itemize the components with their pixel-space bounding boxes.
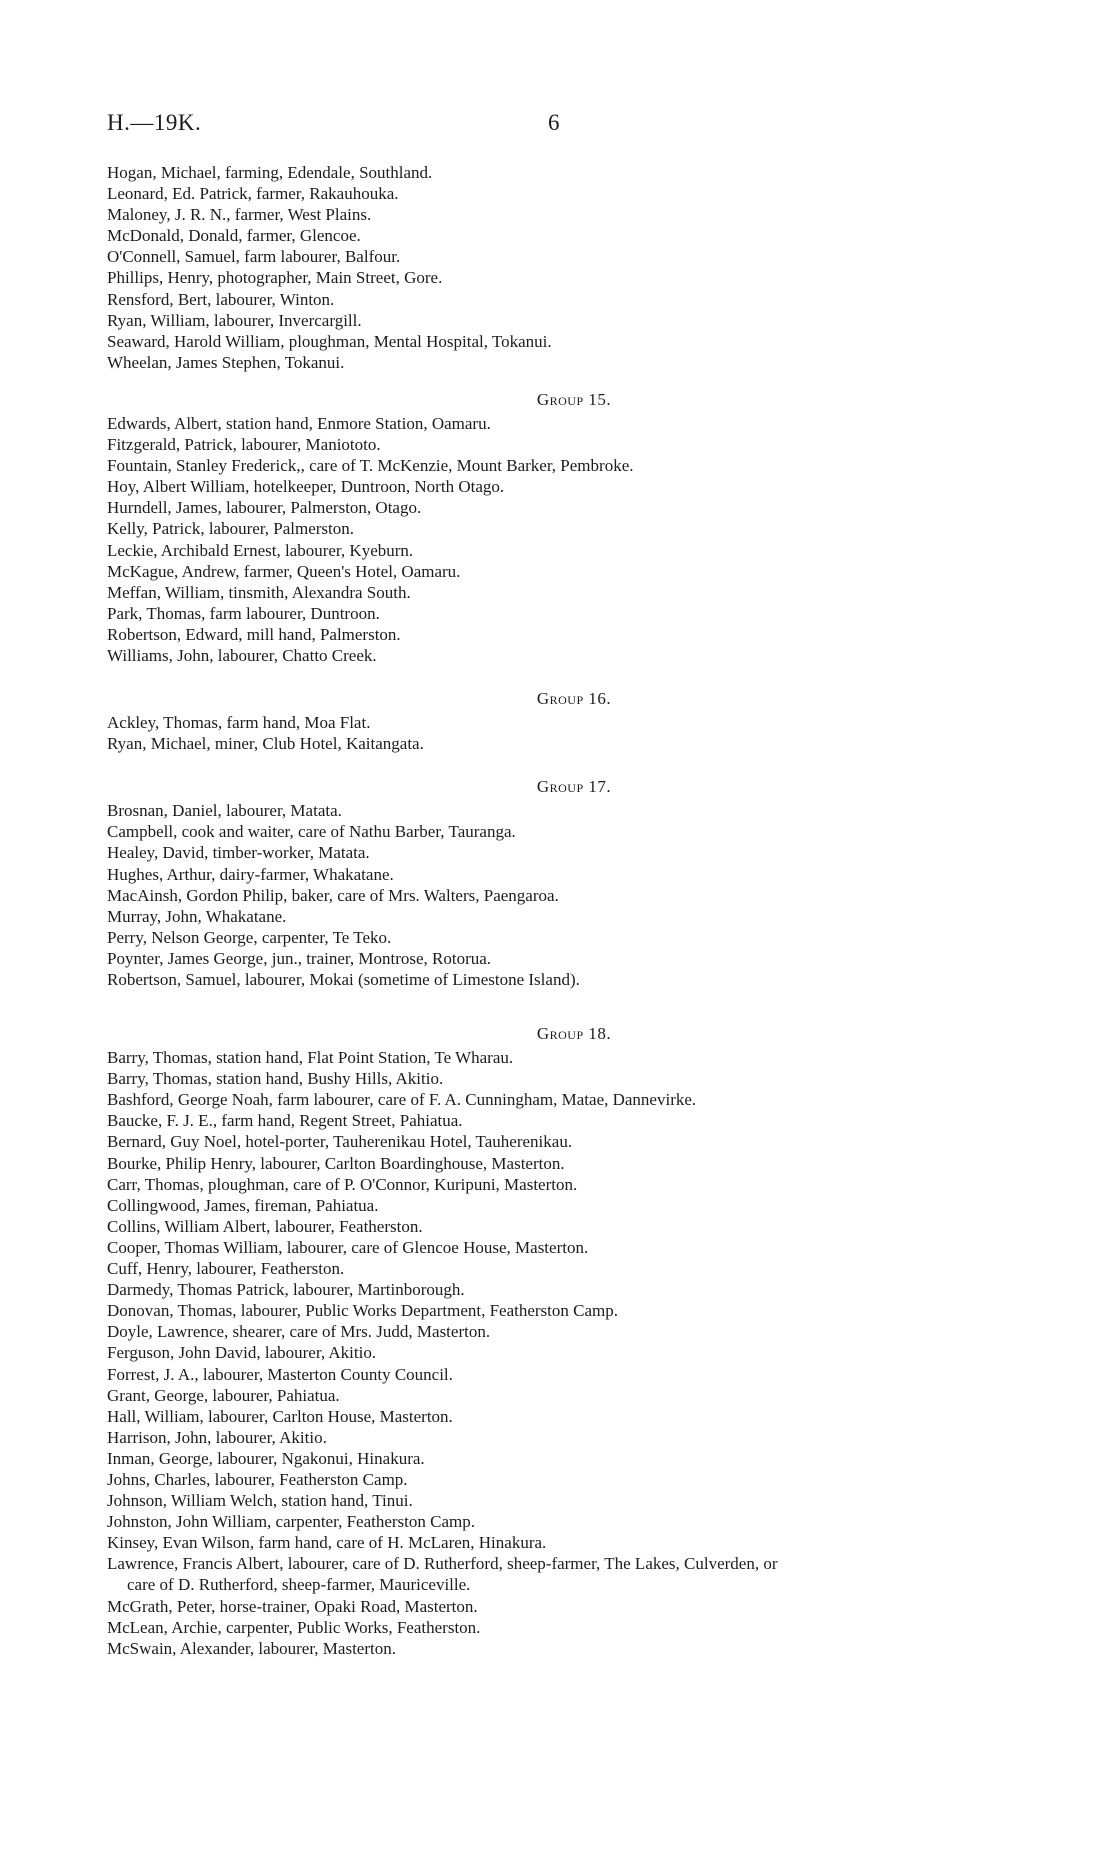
- entry-line: Phillips, Henry, photographer, Main Street, Gore.: [107, 268, 443, 288]
- intro-entry-list: [107, 162, 1007, 373]
- entry-line: Brosnan, Daniel, labourer, Matata.: [107, 801, 342, 821]
- entry-line: McLean, Archie, carpenter, Public Works, Featherston.: [107, 1617, 481, 1637]
- entry-line: Cuff, Henry, labourer, Featherston.: [107, 1259, 345, 1279]
- entry-line: O'Connell, Samuel, farm labourer, Balfour.: [107, 247, 401, 267]
- entry-line: Forrest, J. A., labourer, Masterton County Council.: [107, 1364, 453, 1384]
- entry-line: Seaward, Harold William, ploughman, Mental Hospital, Tokanui.: [107, 331, 552, 351]
- entry-line: Johnston, John William, carpenter, Featherston Camp.: [107, 1512, 476, 1532]
- entry-line: Bashford, George Noah, farm labourer, care of F. A. Cunningham, Matae, Dannevirke.: [107, 1090, 697, 1110]
- entry-line: Inman, George, labourer, Ngakonui, Hinakura.: [107, 1448, 425, 1468]
- entry-line: McDonald, Donald, farmer, Glencoe.: [107, 226, 361, 246]
- entry-line: Barry, Thomas, station hand, Flat Point Station, Te Wharau.: [107, 1048, 514, 1068]
- entry-line: Perry, Nelson George, carpenter, Te Teko.: [107, 927, 392, 947]
- entry-line: Poynter, James George, jun., trainer, Montrose, Rotorua.: [107, 948, 492, 968]
- entry-line: McKague, Andrew, farmer, Queen's Hotel, Oamaru.: [107, 561, 461, 581]
- group-17-entry-list: [107, 800, 1007, 990]
- entry-line: McSwain, Alexander, labourer, Masterton.: [107, 1638, 396, 1658]
- entry-line: Barry, Thomas, station hand, Bushy Hills, Akitio.: [107, 1069, 444, 1089]
- entry-line: Doyle, Lawrence, shearer, care of Mrs. Judd, Masterton.: [107, 1322, 491, 1342]
- entry-line: Leonard, Ed. Patrick, farmer, Rakauhouka.: [107, 184, 399, 204]
- entry-continuation-line: care of D. Rutherford, sheep-farmer, Mauriceville.: [127, 1575, 471, 1595]
- entry-line: Hoy, Albert William, hotelkeeper, Duntroon, North Otago.: [107, 477, 505, 497]
- entry-line: Edwards, Albert, station hand, Enmore Station, Oamaru.: [107, 413, 491, 433]
- entry-line: Robertson, Edward, mill hand, Palmerston.: [107, 624, 401, 644]
- entry-line: Ryan, Michael, miner, Club Hotel, Kaitangata.: [107, 734, 424, 754]
- entry-line: Collins, William Albert, labourer, Featherston.: [107, 1216, 423, 1236]
- entry-line: Hall, William, labourer, Carlton House, Masterton.: [107, 1406, 453, 1426]
- entry-line: Fitzgerald, Patrick, labourer, Maniototo.: [107, 435, 381, 455]
- page-number: 6: [548, 110, 560, 135]
- entry-line: Hurndell, James, labourer, Palmerston, Otago.: [107, 498, 422, 518]
- entry-line: Park, Thomas, farm labourer, Duntroon.: [107, 603, 380, 623]
- entry-line: Donovan, Thomas, labourer, Public Works Department, Featherston Camp.: [107, 1301, 619, 1321]
- entry-line: Grant, George, labourer, Pahiatua.: [107, 1385, 340, 1405]
- entry-line: Wheelan, James Stephen, Tokanui.: [107, 352, 345, 372]
- entry-line: Meffan, William, tinsmith, Alexandra South.: [107, 582, 411, 602]
- group-15-heading: Group 15.: [536, 389, 612, 409]
- entry-line: Williams, John, labourer, Chatto Creek.: [107, 645, 377, 665]
- entry-line: Murray, John, Whakatane.: [107, 906, 287, 926]
- document-body: [107, 162, 1007, 1659]
- entry-line: Healey, David, timber-worker, Matata.: [107, 843, 370, 863]
- entry-line: Rensford, Bert, labourer, Winton.: [107, 289, 335, 309]
- entry-line: Johnson, William Welch, station hand, Tinui.: [107, 1491, 413, 1511]
- entry-line: Hogan, Michael, farming, Edendale, Southland.: [107, 163, 433, 182]
- entry-line: Bernard, Guy Noel, hotel-porter, Tauherenikau Hotel, Tauherenikau.: [107, 1132, 573, 1152]
- entry-line: Campbell, cook and waiter, care of Nathu Barber, Tauranga.: [107, 822, 516, 842]
- entry-line: Leckie, Archibald Ernest, labourer, Kyeburn.: [107, 540, 414, 560]
- entry-line: Hughes, Arthur, dairy-farmer, Whakatane.: [107, 864, 394, 884]
- group-18-heading: Group 18.: [536, 1024, 612, 1044]
- entry-line: Robertson, Samuel, labourer, Mokai (sometime of Limestone Island).: [107, 970, 580, 989]
- group-16-heading: Group 16.: [536, 689, 612, 709]
- entry-line: Cooper, Thomas William, labourer, care of Glencoe House, Masterton.: [107, 1237, 589, 1257]
- entry-line: Lawrence, Francis Albert, labourer, care of D. Rutherford, sheep-farmer, The Lakes, Culverden, or: [107, 1554, 778, 1574]
- entry-line: Ackley, Thomas, farm hand, Moa Flat.: [107, 713, 371, 733]
- entry-line: Darmedy, Thomas Patrick, labourer, Martinborough.: [107, 1280, 465, 1300]
- entry-line: MacAinsh, Gordon Philip, baker, care of Mrs. Walters, Paengaroa.: [107, 885, 559, 905]
- entry-line: Fountain, Stanley Frederick,, care of T. McKenzie, Mount Barker, Pembroke.: [107, 456, 634, 476]
- document-reference: H.—19K.: [107, 110, 202, 135]
- entry-line: Bourke, Philip Henry, labourer, Carlton Boardinghouse, Masterton.: [107, 1153, 565, 1173]
- entry-line: Collingwood, James, fireman, Pahiatua.: [107, 1195, 379, 1215]
- entry-line: Harrison, John, labourer, Akitio.: [107, 1427, 327, 1447]
- entry-line: Maloney, J. R. N., farmer, West Plains.: [107, 205, 372, 225]
- group-18-entry-list: [107, 1047, 1007, 1659]
- entry-line: Ryan, William, labourer, Invercargill.: [107, 310, 362, 330]
- group-15-entry-list: [107, 413, 1007, 666]
- group-17-heading: Group 17.: [536, 777, 612, 797]
- group-16-entry-list: [107, 712, 1007, 754]
- entry-line: Carr, Thomas, ploughman, care of P. O'Connor, Kuripuni, Masterton.: [107, 1174, 578, 1194]
- entry-line: Baucke, F. J. E., farm hand, Regent Street, Pahiatua.: [107, 1111, 463, 1131]
- entry-line: Ferguson, John David, labourer, Akitio.: [107, 1343, 377, 1363]
- entry-line: Kinsey, Evan Wilson, farm hand, care of H. McLaren, Hinakura.: [107, 1533, 547, 1553]
- entry-line: McGrath, Peter, horse-trainer, Opaki Road, Masterton.: [107, 1596, 478, 1616]
- page-header: [107, 110, 987, 140]
- entry-line: Johns, Charles, labourer, Featherston Camp.: [107, 1469, 408, 1489]
- entry-line: Kelly, Patrick, labourer, Palmerston.: [107, 519, 355, 539]
